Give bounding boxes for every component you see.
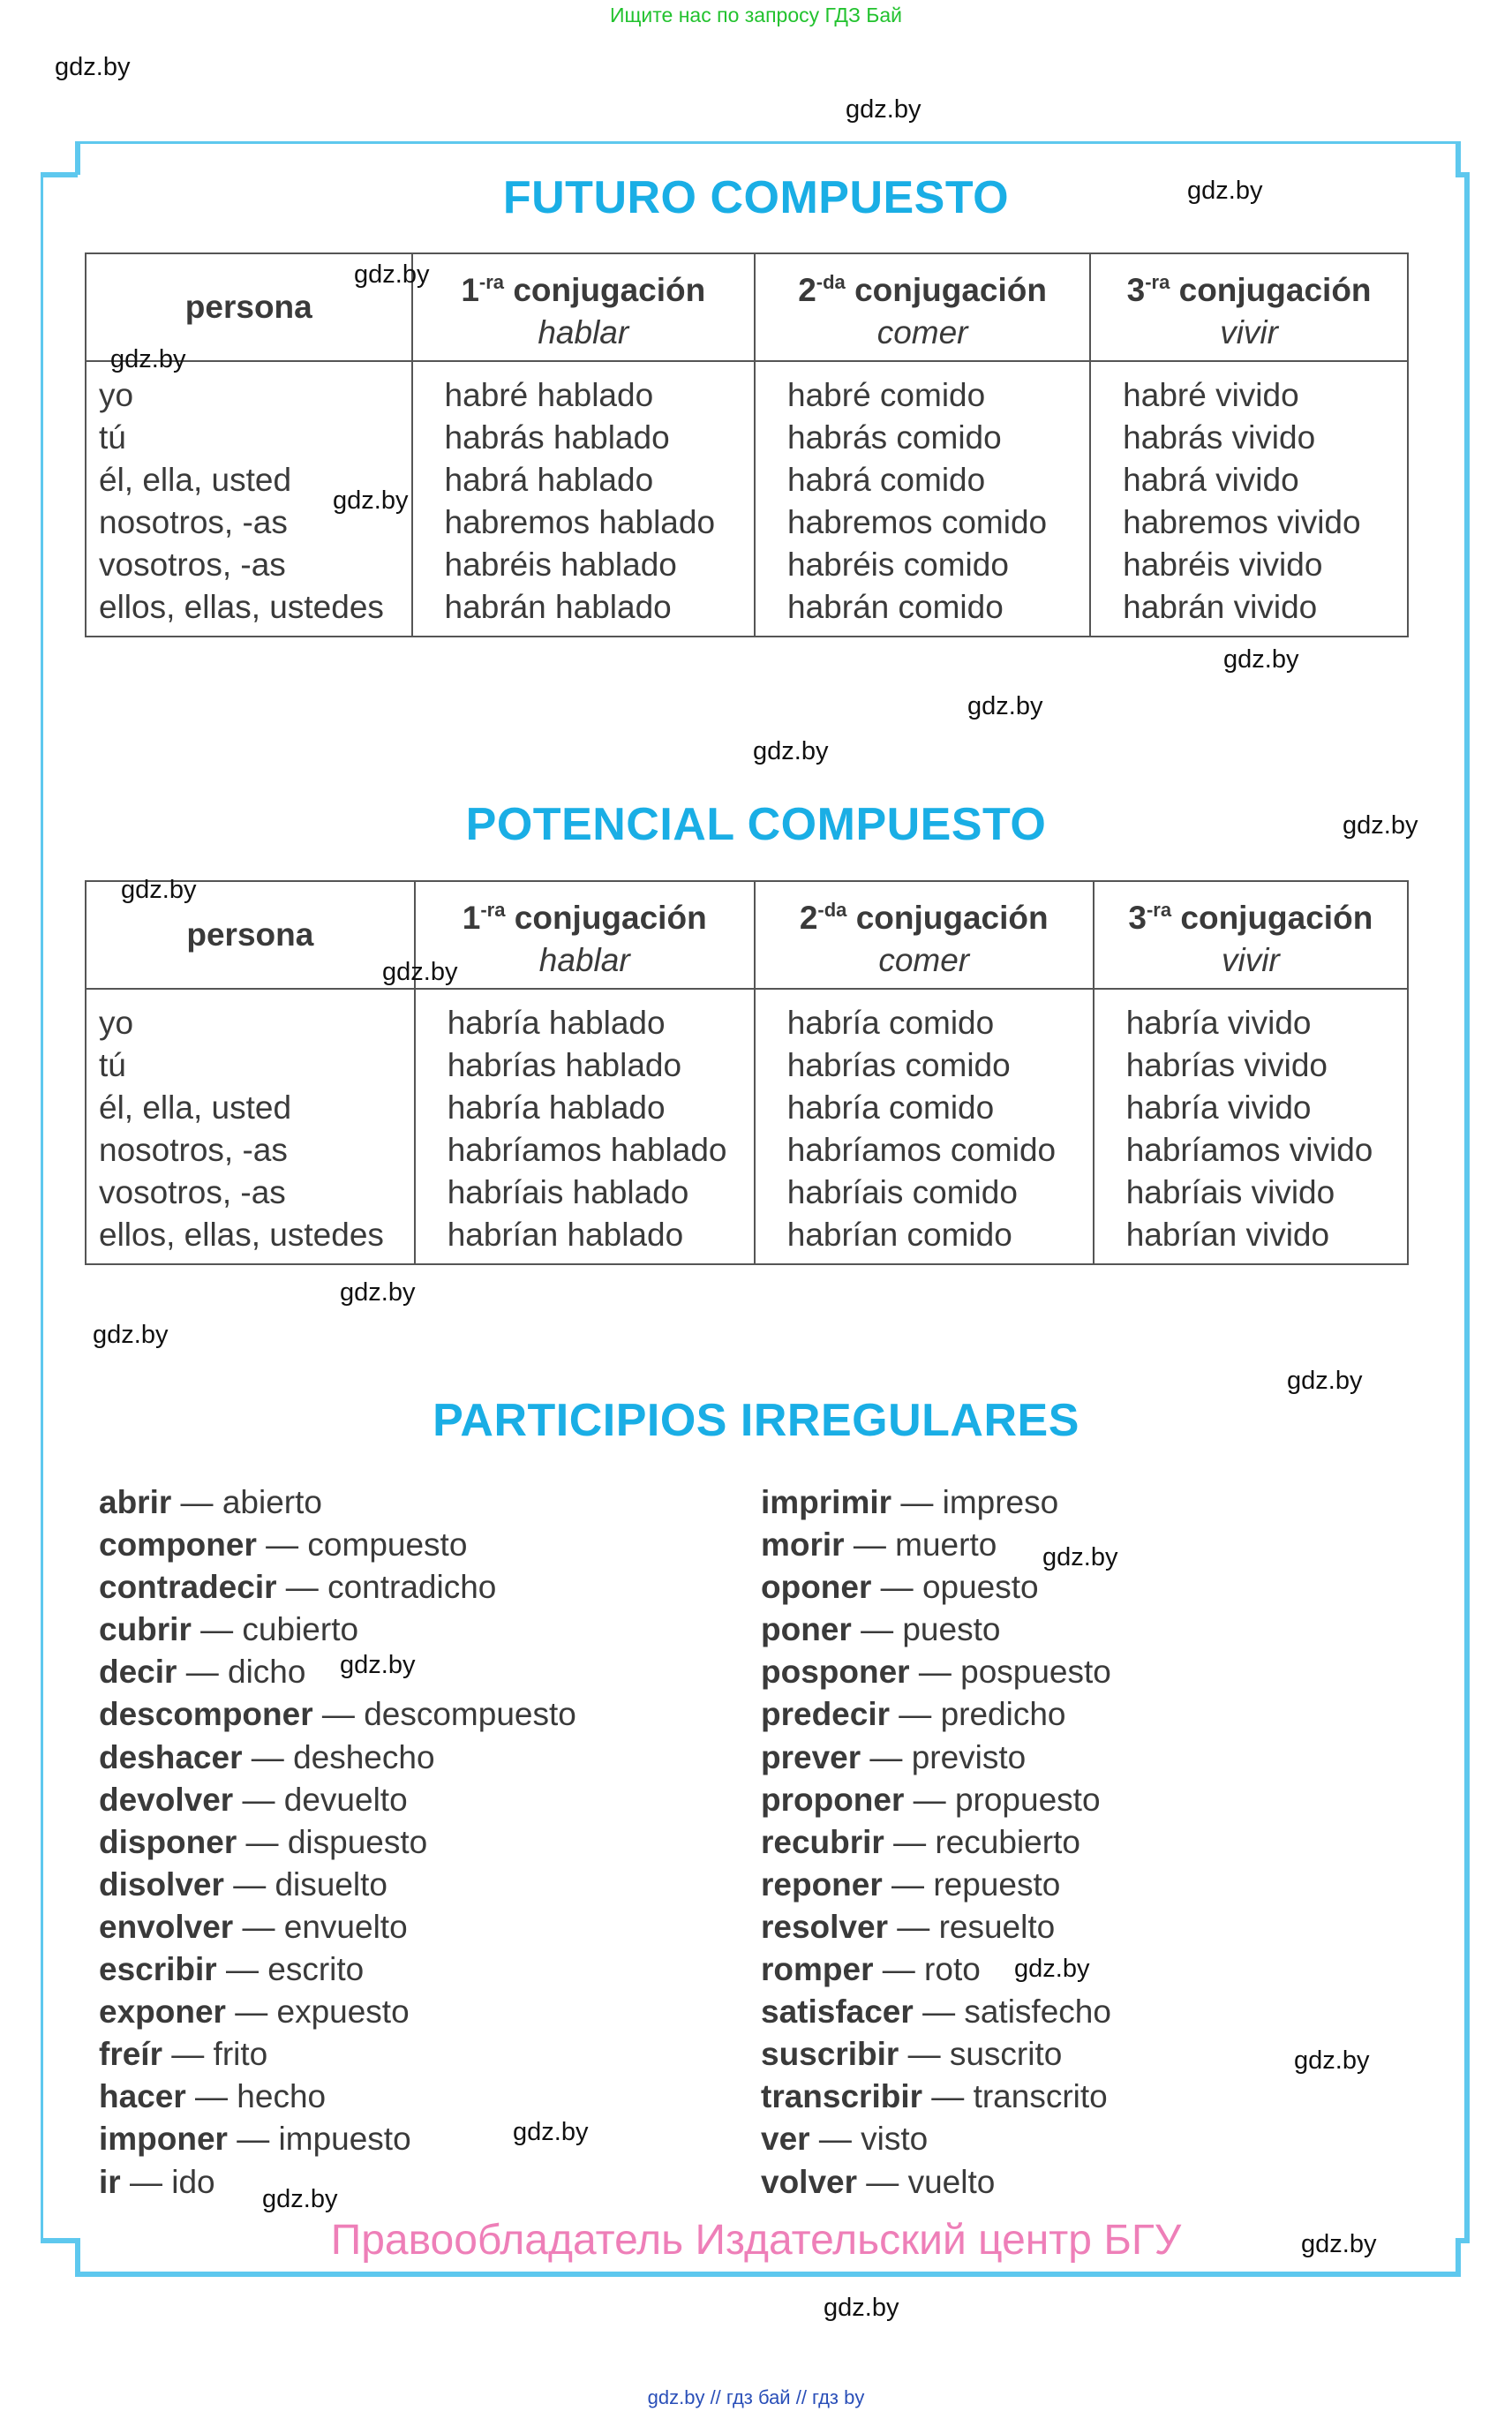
infinitive: cubrir (99, 1611, 192, 1648)
potencial-table (85, 880, 1409, 1265)
participle: deshecho (293, 1738, 435, 1775)
participle: devuelto (283, 1781, 408, 1818)
infinitive: poner (761, 1611, 852, 1648)
conjugation-cell: habrá comido (787, 462, 986, 498)
infinitive: transcribir (761, 2078, 923, 2115)
infinitive: romper (761, 1951, 874, 1988)
participle: dicho (228, 1654, 306, 1691)
conjugation-cell: nosotros, -as (99, 1132, 288, 1168)
participle-entry (761, 1481, 1111, 1524)
futuro-c2-forms (755, 361, 1090, 637)
infinitive: hacer (99, 2078, 186, 2115)
infinitive: disolver (99, 1865, 224, 1903)
participle: vuelto (907, 2163, 996, 2200)
watermark: gdz.by (121, 876, 197, 904)
participle-entry (761, 1609, 1111, 1651)
infinitive: volver (761, 2163, 858, 2200)
watermark: gdz.by (1294, 2046, 1370, 2075)
watermark: gdz.by (354, 260, 430, 289)
conjugation-cell: habría hablado (447, 1005, 666, 1041)
infinitive: exponer (99, 1993, 226, 2031)
conjugation-cell: habrás hablado (444, 419, 670, 456)
dash: — (899, 1696, 932, 1733)
watermark: gdz.by (1042, 1543, 1118, 1571)
dash: — (235, 1993, 268, 2031)
watermark: gdz.by (1223, 645, 1299, 674)
participle-entry (99, 1737, 576, 1779)
participle: opuesto (921, 1569, 1039, 1606)
conjugation-cell: habrás comido (787, 419, 1002, 456)
conjugation-cell: habrían hablado (447, 1217, 684, 1253)
infinitive: envolver (99, 1908, 234, 1945)
participle-entry (761, 1821, 1111, 1864)
participle-entry (761, 1779, 1111, 1821)
participle-entry (99, 1481, 576, 1524)
dash: — (891, 1865, 925, 1903)
futuro-col1-header: $1^{-ra}$ conjugación hablar (412, 253, 755, 361)
participle: suscrito (949, 2036, 1063, 2073)
dash: — (285, 1569, 319, 1606)
watermark: gdz.by (1287, 1367, 1363, 1395)
watermark: gdz.by (1301, 2230, 1377, 2258)
conjugation-cell: habríais comido (786, 1174, 1018, 1210)
potencial-col3-header: $3^{-ra}$ conjugación vivir (1094, 881, 1408, 989)
participios-left-column (99, 1481, 576, 2204)
participle-entry (99, 2118, 576, 2160)
conjugation-cell: habréis comido (787, 546, 1009, 583)
dash: — (129, 2163, 162, 2200)
participle: hecho (237, 2078, 327, 2115)
infinitive: prever (761, 1738, 861, 1775)
watermark: gdz.by (55, 53, 131, 81)
participle: cubierto (242, 1611, 359, 1648)
conjugation-cell: habrás vivido (1123, 419, 1316, 456)
participle: muerto (895, 1526, 997, 1564)
participle: descompuesto (364, 1696, 576, 1733)
futuro-col3-header: $3^{-ra}$ conjugación vivir (1090, 253, 1408, 361)
watermark: gdz.by (513, 2118, 589, 2146)
conjugation-cell: habré vivido (1123, 377, 1299, 413)
participle-entry (99, 1821, 576, 1864)
participle-entry (99, 1651, 576, 1693)
participios-right-column (761, 1481, 1111, 2204)
participle: satisfecho (964, 1993, 1111, 2031)
conjugation-cell: habrían vivido (1125, 1217, 1330, 1253)
dash: — (195, 2078, 229, 2115)
dash: — (185, 1654, 219, 1691)
participle: resuelto (938, 1908, 1056, 1945)
potencial-c2-forms (755, 989, 1094, 1264)
dash: — (861, 1611, 894, 1648)
watermark: gdz.by (824, 2294, 899, 2322)
watermark: gdz.by (93, 1321, 169, 1349)
participle: repuesto (933, 1865, 1061, 1903)
infinitive: oponer (761, 1569, 872, 1606)
conjugation-cell: habríais vivido (1125, 1174, 1335, 1210)
potencial-personas (86, 989, 415, 1264)
conjugation-cell: ellos, ellas, ustedes (99, 589, 384, 625)
infinitive: decir (99, 1654, 177, 1691)
watermark: gdz.by (340, 1651, 416, 1679)
infinitive: recubrir (761, 1823, 884, 1860)
participle: visto (861, 2121, 929, 2158)
participle-entry (99, 1609, 576, 1651)
conjugation-cell: habría comido (786, 1089, 995, 1126)
infinitive: imponer (99, 2121, 228, 2158)
participle: envuelto (283, 1908, 408, 1945)
participle: frito (213, 2036, 268, 2073)
watermark: gdz.by (1343, 811, 1418, 840)
participle: expuesto (276, 1993, 410, 2031)
potencial-c1-forms (415, 989, 755, 1264)
infinitive: ir (99, 2163, 121, 2200)
infinitive: morir (761, 1526, 845, 1564)
futuro-body-row (86, 361, 1408, 637)
potencial-title: POTENCIAL COMPUESTO (465, 799, 1047, 850)
dash: — (242, 1908, 275, 1945)
conjugation-cell: ellos, ellas, ustedes (99, 1217, 384, 1253)
dash: — (200, 1611, 234, 1648)
infinitive: proponer (761, 1781, 905, 1818)
participle: ido (171, 2163, 215, 2200)
dash: — (882, 1951, 915, 1988)
conjugation-cell: tú (99, 1047, 126, 1083)
dash: — (321, 1696, 355, 1733)
conjugation-cell: vosotros, -as (99, 546, 286, 583)
conjugation-cell: habríamos hablado (447, 1132, 727, 1168)
conjugation-cell: habríamos vivido (1125, 1132, 1373, 1168)
participle-entry (761, 1737, 1111, 1779)
watermark: gdz.by (262, 2185, 338, 2213)
potencial-body-row (86, 989, 1408, 1264)
dash: — (242, 1781, 275, 1818)
potencial-col1-header: $1^{-ra}$ conjugación hablar (415, 881, 755, 989)
participle-entry (761, 1693, 1111, 1736)
conjugation-cell: tú (99, 419, 126, 456)
dash: — (237, 2121, 270, 2158)
potencial-header-row (86, 881, 1408, 989)
conjugation-cell: habréis vivido (1123, 546, 1323, 583)
participle: previsto (911, 1738, 1027, 1775)
infinitive: imprimir (761, 1484, 892, 1520)
dash: — (893, 1823, 927, 1860)
dash: — (880, 1569, 914, 1606)
participle: disuelto (275, 1865, 387, 1903)
watermark: gdz.by (846, 95, 921, 124)
infinitive: componer (99, 1526, 257, 1564)
participios-title: PARTICIPIOS IRREGULARES (433, 1395, 1079, 1446)
participle-entry (99, 1991, 576, 2033)
conjugation-cell: nosotros, -as (99, 504, 288, 540)
participle-entry (761, 1566, 1111, 1609)
bottom-links[interactable]: gdz.by // гдз бай // гдз by (647, 2386, 865, 2408)
conjugation-cell: habrías vivido (1125, 1047, 1328, 1083)
potencial-col2-header: $2^{-da}$ conjugación comer (755, 881, 1094, 989)
conjugation-cell: habré hablado (444, 377, 654, 413)
watermark: gdz.by (382, 958, 458, 986)
conjugation-cell: habrías hablado (447, 1047, 682, 1083)
conjugation-cell: habrías comido (786, 1047, 1011, 1083)
conjugation-cell: habrán comido (787, 589, 1004, 625)
infinitive: disponer (99, 1823, 237, 1860)
potencial-persona-header: persona (86, 881, 415, 989)
infinitive: resolver (761, 1908, 888, 1945)
futuro-c1-forms (412, 361, 755, 637)
participle: contradicho (327, 1569, 497, 1606)
watermark: gdz.by (340, 1278, 416, 1307)
participle-entry (99, 1864, 576, 1906)
watermark: gdz.by (967, 692, 1043, 720)
participle-entry (99, 1693, 576, 1736)
infinitive: contradecir (99, 1569, 277, 1606)
conjugation-cell: habremos comido (787, 504, 1048, 540)
dash: — (171, 2036, 205, 2073)
participle: impuesto (278, 2121, 411, 2158)
copyright-owner: Правообладатель Издательский центр БГУ (330, 2217, 1182, 2264)
dash: — (853, 1526, 886, 1564)
dash: — (866, 2163, 899, 2200)
conjugation-cell: habría vivido (1125, 1005, 1312, 1041)
infinitive: posponer (761, 1654, 910, 1691)
conjugation-cell: habré comido (787, 377, 986, 413)
participle: recubierto (935, 1823, 1080, 1860)
participle-entry (761, 2118, 1111, 2160)
participle: abierto (222, 1484, 322, 1520)
participle: propuesto (954, 1781, 1101, 1818)
potencial-c3-forms (1094, 989, 1408, 1264)
futuro-table (85, 252, 1409, 637)
participle-entry (99, 1906, 576, 1948)
infinitive: descomponer (99, 1696, 313, 1733)
participle: compuesto (307, 1526, 468, 1564)
participle: puesto (902, 1611, 1001, 1648)
participle: roto (924, 1951, 981, 1988)
top-banner[interactable]: Ищите нас по запросу ГДЗ Бай (609, 4, 903, 26)
dash: — (897, 1908, 930, 1945)
infinitive: devolver (99, 1781, 234, 1818)
participle: escrito (267, 1951, 365, 1988)
conjugation-cell: habremos hablado (444, 504, 716, 540)
dash: — (922, 1993, 956, 2031)
conjugation-cell: él, ella, usted (99, 1089, 292, 1126)
conjugation-cell: habrán hablado (444, 589, 672, 625)
conjugation-cell: habrían comido (786, 1217, 1012, 1253)
participle-entry (761, 2161, 1111, 2204)
dash: — (913, 1781, 946, 1818)
dash: — (233, 1865, 267, 1903)
watermark: gdz.by (753, 737, 829, 765)
conjugation-cell: habríais hablado (447, 1174, 689, 1210)
watermark: gdz.by (110, 345, 186, 373)
conjugation-cell: él, ella, usted (99, 462, 292, 498)
participle: pospuesto (960, 1654, 1111, 1691)
dash: — (245, 1823, 279, 1860)
infinitive: deshacer (99, 1738, 243, 1775)
conjugation-cell: habríamos comido (786, 1132, 1057, 1168)
dash: — (931, 2078, 965, 2115)
participle-entry (761, 1906, 1111, 1948)
participle-entry (761, 1651, 1111, 1693)
dash: — (818, 2121, 852, 2158)
dash: — (180, 1484, 214, 1520)
watermark: gdz.by (1187, 177, 1263, 205)
infinitive: predecir (761, 1696, 891, 1733)
participle-entry (761, 1864, 1111, 1906)
participle: predicho (940, 1696, 1066, 1733)
watermark: gdz.by (1014, 1955, 1090, 1983)
dash: — (266, 1526, 299, 1564)
conjugation-cell: yo (99, 1005, 134, 1041)
participle-entry (99, 1524, 576, 1566)
participle-entry (761, 1991, 1111, 2033)
dash: — (900, 1484, 934, 1520)
conjugation-cell: habría hablado (447, 1089, 666, 1126)
futuro-col2-header: $2^{-da}$ conjugación comer (755, 253, 1090, 361)
participle-entry (99, 2076, 576, 2118)
participle-entry (99, 2033, 576, 2076)
conjugation-cell: habréis hablado (444, 546, 677, 583)
dash: — (918, 1654, 952, 1691)
infinitive: suscribir (761, 2036, 899, 2073)
participle: impreso (942, 1484, 1059, 1520)
futuro-c3-forms (1090, 361, 1408, 637)
dash: — (869, 1738, 903, 1775)
infinitive: escribir (99, 1951, 217, 1988)
futuro-persona-header: persona (86, 253, 412, 361)
dash: — (251, 1738, 284, 1775)
participle-entry (761, 2076, 1111, 2118)
conjugation-cell: habrá vivido (1123, 462, 1299, 498)
infinitive: reponer (761, 1865, 883, 1903)
conjugation-cell: habrá hablado (444, 462, 654, 498)
participle-entry (99, 1566, 576, 1609)
infinitive: satisfacer (761, 1993, 914, 2031)
participle: transcrito (973, 2078, 1108, 2115)
conjugation-cell: vosotros, -as (99, 1174, 286, 1210)
conjugation-cell: habría vivido (1125, 1089, 1312, 1126)
participle: dispuesto (287, 1823, 428, 1860)
participle-entry (99, 1779, 576, 1821)
infinitive: freír (99, 2036, 162, 2073)
dash: — (225, 1951, 259, 1988)
participle-entry (99, 1948, 576, 1991)
participle-entry (761, 2033, 1111, 2076)
conjugation-cell: habremos vivido (1123, 504, 1361, 540)
futuro-title: FUTURO COMPUESTO (502, 172, 1010, 223)
dash: — (907, 2036, 941, 2073)
watermark: gdz.by (333, 486, 409, 515)
infinitive: abrir (99, 1484, 172, 1520)
futuro-header-row (86, 253, 1408, 361)
conjugation-cell: habría comido (786, 1005, 995, 1041)
conjugation-cell: yo (99, 377, 134, 413)
conjugation-cell: habrán vivido (1123, 589, 1318, 625)
infinitive: ver (761, 2121, 810, 2158)
